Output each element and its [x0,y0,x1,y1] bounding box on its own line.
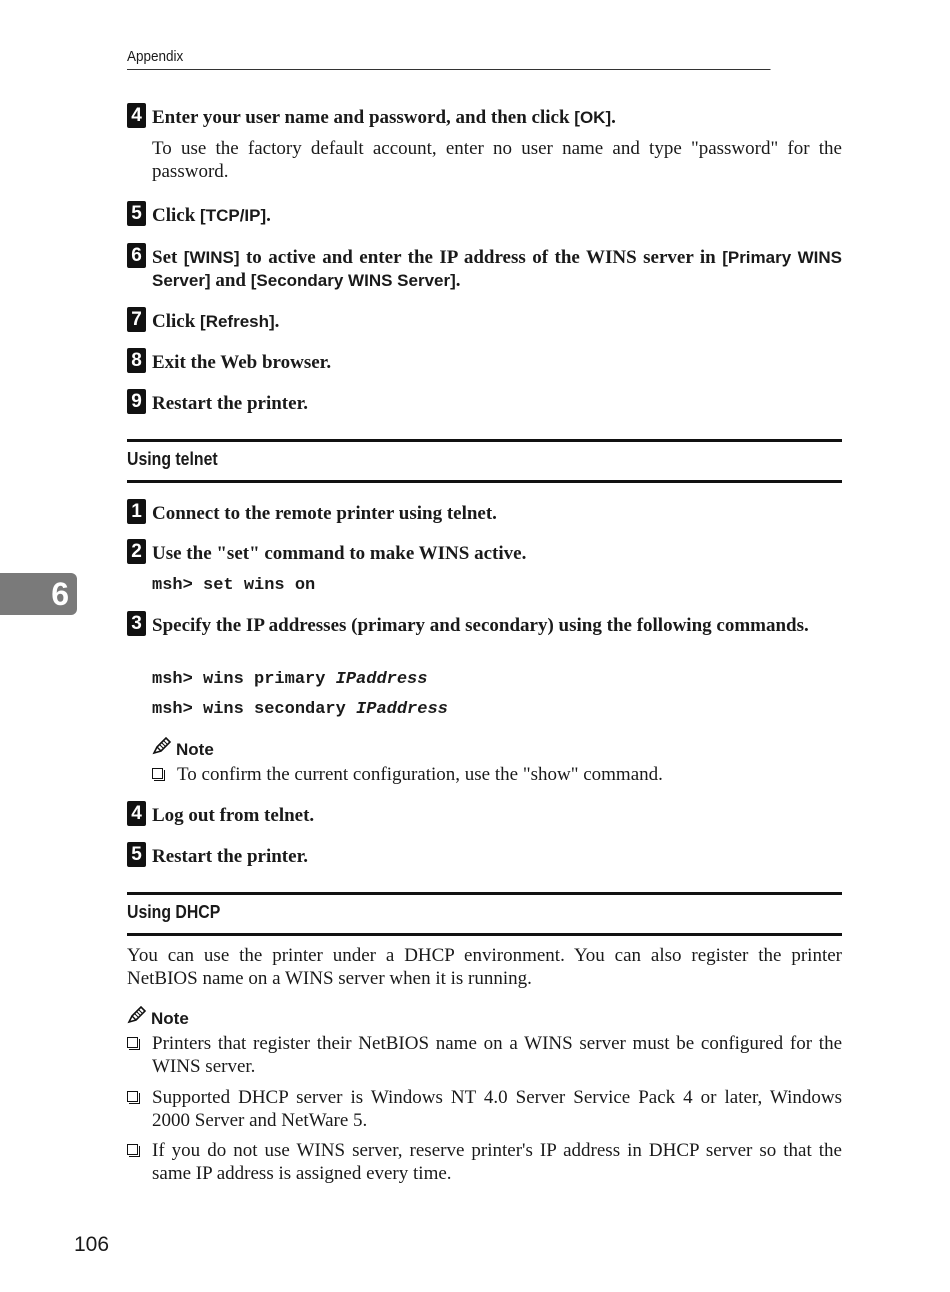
pencil-icon [127,1006,147,1029]
step-number: 1 [127,499,146,524]
step-7-click-refresh [127,310,842,333]
step-text-end: . [455,270,461,291]
code-parameter: IPaddress [335,670,428,689]
note-item-text: Printers that register their NetBIOS name on a WINS server must be configured for the WINS server. [152,1033,842,1077]
checkbox-bullet-icon [127,1091,138,1102]
running-header: Appendix [127,48,771,70]
section-heading-telnet [127,439,842,483]
step-text: Restart the printer. [152,846,309,867]
step-text-end: . [611,107,616,128]
step-text-end: . [266,205,271,226]
chapter-tab [0,573,77,615]
note-item-text: If you do not use WINS server, reserve printer's IP address in DHCP server so that the same IP address is assigned every time. [152,1140,842,1184]
code-line-set-wins: msh> set wins on [152,576,316,595]
step-number: 4 [127,103,146,128]
ui-label-refresh: [Refresh] [200,312,275,331]
step-number: 4 [127,801,146,826]
step-text: Exit the Web browser. [152,352,332,373]
step-5-click-tcpip [127,204,842,227]
dhcp-body-text: You can use the printer under a DHCP environment. You can also register the printer NetBIOS name on a WINS server when it is running. [127,945,842,989]
step-text: Connect to the remote printer using telnet. [152,503,497,524]
step-text-mid2: and [210,270,251,291]
step-number: 9 [127,389,146,414]
ui-label-primary-wins: [Primary WINS Server] [152,248,842,290]
step-body-text: To use the factory default account, enter no user name and type "password" for the password. [152,138,842,182]
note-heading [152,737,214,760]
step-text: Specify the IP addresses (primary and secondary) using the following commands. [152,615,809,636]
code-command: msh> wins primary [152,670,336,689]
step-4-enter-credentials [127,106,842,183]
section-title: Using telnet [127,449,218,469]
section-heading-dhcp [127,892,842,936]
note-label: Note [151,1009,189,1028]
ui-label-tcpip: [TCP/IP] [200,206,267,225]
step-text: Click [152,311,201,332]
code-command: msh> wins secondary [152,700,357,719]
step-9-restart-printer [127,392,842,415]
code-line-wins-primary [152,670,427,689]
code-parameter: IPaddress [356,700,448,719]
step-number: 5 [127,201,146,226]
note-item-text: Supported DHCP server is Windows NT 4.0 Server Service Pack 4 or later, Windows 2000 Server and NetWare 5. [152,1087,842,1131]
checkbox-bullet-icon [127,1144,138,1155]
step-number: 7 [127,307,146,332]
step-number: 2 [127,539,146,564]
checkbox-bullet-icon [127,1037,138,1048]
step-number: 3 [127,611,146,636]
code-line-wins-secondary [152,700,448,719]
step-text-end: . [274,311,280,332]
step-text: Log out from telnet. [152,805,315,826]
step-text: Enter your user name and password, and then click [152,107,575,128]
step-text: Click [152,205,201,226]
chapter-number: 6 [51,576,69,612]
note-item [127,1032,842,1078]
step-8-exit-browser [127,351,842,374]
checkbox-bullet-icon [152,768,163,779]
telnet-step-2 [127,542,842,565]
ui-label-wins: [WINS] [183,248,240,267]
step-number: 5 [127,842,146,867]
step-text-mid: to active and enter the IP address of the WINS server in [239,247,723,268]
pencil-icon [152,737,172,760]
section-title: Using DHCP [127,902,221,922]
step-text: Use the "set" command to make WINS active. [152,543,527,564]
note-heading [127,1006,189,1029]
ui-label-ok: [OK] [574,108,612,127]
note-item [152,763,842,786]
telnet-step-3 [127,614,842,637]
step-number: 6 [127,243,146,268]
note-label: Note [176,740,214,759]
note-item-text: To confirm the current configuration, use the "show" command. [177,764,663,785]
step-number: 8 [127,348,146,373]
step-6-set-wins [127,246,842,292]
note-item [127,1086,842,1132]
step-text: Restart the printer. [152,393,309,414]
step-text: Set [152,247,184,268]
ui-label-secondary-wins: [Secondary WINS Server] [250,271,456,290]
telnet-step-1 [127,502,842,525]
telnet-step-4 [127,804,842,827]
note-item [127,1139,842,1185]
telnet-step-5 [127,845,842,868]
page-number: 106 [74,1233,110,1256]
